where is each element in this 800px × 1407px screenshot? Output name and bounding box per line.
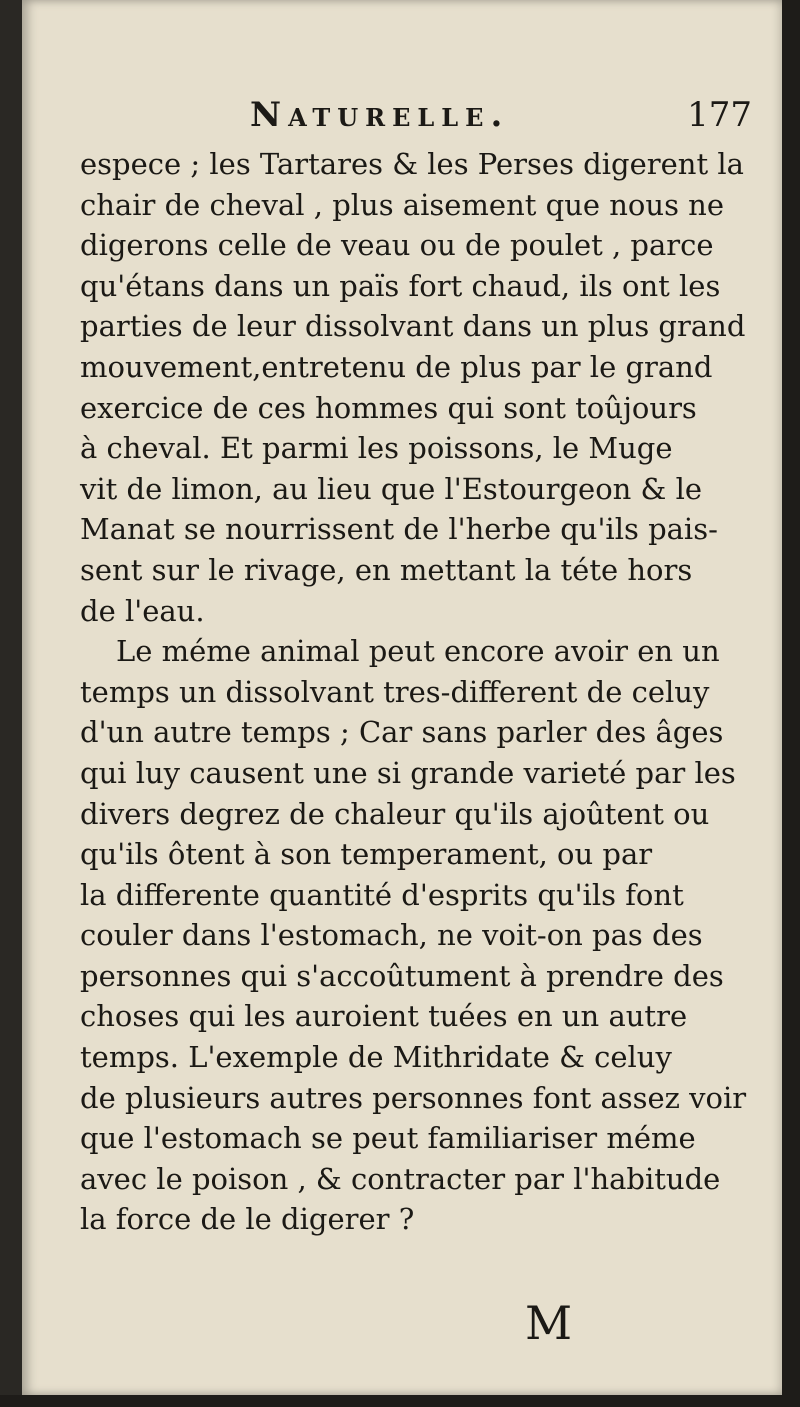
- paragraph-1: [80, 144, 746, 631]
- text-line: Le méme animal peut encore avoir en un: [116, 634, 720, 669]
- text-line: mouvement,entretenu de plus par le grand: [80, 349, 713, 384]
- text-line: qu'ils ôtent à son temperament, ou par: [80, 837, 653, 872]
- text-line: avec le poison , & contracter par l'habitude: [80, 1161, 721, 1196]
- scan-border-bottom: [0, 1395, 800, 1407]
- text-line: exercice de ces hommes qui sont toûjours: [80, 390, 697, 425]
- paragraph-2: [80, 631, 747, 1240]
- signature-mark: M: [525, 1296, 573, 1350]
- text-line: sent sur le rivage, en mettant la téte hors: [80, 552, 693, 587]
- text-line: de plusieurs autres personnes font assez voir: [80, 1080, 747, 1115]
- text-line: couler dans l'estomach, ne voit-on pas des: [80, 918, 703, 953]
- text-line: digerons celle de veau ou de poulet , parce: [80, 228, 714, 263]
- text-line: qu'étans dans un païs fort chaud, ils ont les: [80, 268, 721, 303]
- text-line: personnes qui s'accoûtument à prendre des: [80, 958, 724, 993]
- text-line: choses qui les auroient tuées en un autre: [80, 999, 688, 1034]
- text-line: la force de le digerer ?: [80, 1202, 415, 1237]
- text-line: à cheval. Et parmi les poissons, le Muge: [80, 431, 673, 466]
- scan-border-right: [782, 0, 800, 1407]
- text-line: qui luy causent une si grande varieté par les: [80, 755, 736, 790]
- text-line: temps. L'exemple de Mithridate & celuy: [80, 1040, 672, 1075]
- book-page: [22, 0, 782, 1395]
- running-title: Naturelle.: [250, 95, 510, 135]
- text-line: de l'eau.: [80, 593, 205, 628]
- page-header: [82, 95, 772, 145]
- text-line: vit de limon, au lieu que l'Estourgeon & le: [80, 471, 703, 506]
- text-line: d'un autre temps ; Car sans parler des âges: [80, 715, 724, 750]
- page-number: 177: [687, 95, 752, 135]
- text-line: parties de leur dissolvant dans un plus grand: [80, 309, 746, 344]
- text-line: que l'estomach se peut familiariser méme: [80, 1121, 696, 1156]
- body-text: [80, 144, 747, 1240]
- text-line: la differente quantité d'esprits qu'ils font: [80, 877, 684, 912]
- text-line: chair de cheval , plus aisement que nous ne: [80, 187, 725, 222]
- text-line: espece ; les Tartares & les Perses digerent la: [80, 147, 744, 181]
- text-line: Manat se nourrissent de l'herbe qu'ils pais-: [80, 512, 718, 547]
- text-line: temps un dissolvant tres-different de celuy: [80, 674, 710, 709]
- text-line: divers degrez de chaleur qu'ils ajoûtent ou: [80, 796, 710, 831]
